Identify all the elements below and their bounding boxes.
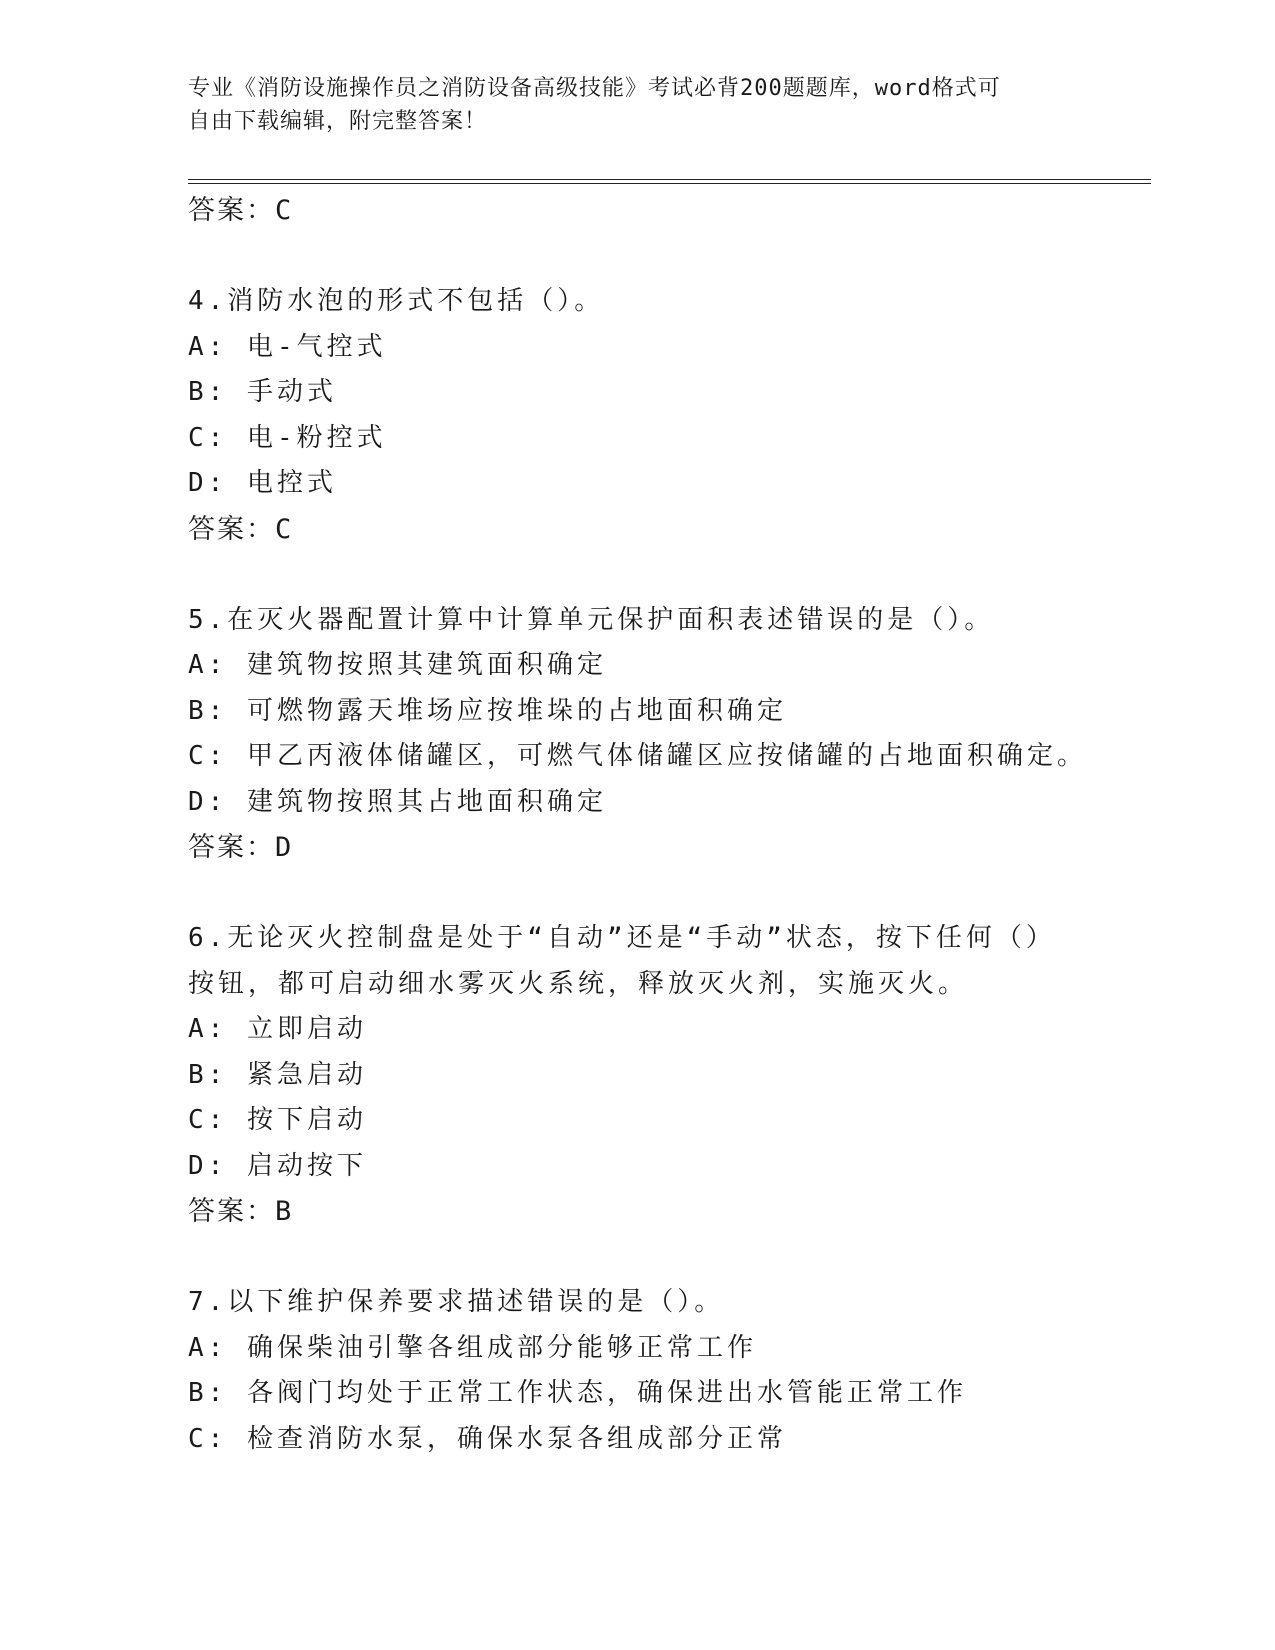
- option-b: B: 各阀门均处于正常工作状态，确保进出水管能正常工作: [188, 1378, 967, 1408]
- question-block: [188, 598, 1148, 871]
- option-a: A: 立即启动: [188, 1014, 367, 1044]
- document-header: [188, 72, 1088, 138]
- answer-line: 答案：D: [188, 832, 294, 863]
- option-b: B: 手动式: [188, 377, 337, 407]
- question-stem-line-2: 按钮，都可启动细水雾灭火系统，释放灭火剂，实施灭火。: [188, 968, 969, 999]
- option-a: A: 确保柴油引擎各组成部分能够正常工作: [188, 1332, 757, 1363]
- option-b: B: 可燃物露天堆场应按堆垛的占地面积确定: [188, 695, 787, 726]
- question-block: [188, 279, 1148, 552]
- question-list: [188, 188, 1148, 1462]
- option-d: D: 建筑物按照其占地面积确定: [188, 786, 607, 817]
- option-d: D: 启动按下: [188, 1150, 367, 1181]
- option-d: D: 电控式: [188, 468, 337, 498]
- option-a: A: 建筑物按照其建筑面积确定: [188, 650, 607, 680]
- answer-line: 答案：C: [188, 513, 294, 545]
- option-a: A: 电-气控式: [188, 331, 387, 362]
- answer-line: 答案：C: [188, 195, 294, 226]
- option-c: C: 检查消防水泵，确保水泵各组成部分正常: [188, 1423, 787, 1454]
- header-rule-bottom: [188, 183, 1151, 184]
- question-stem: 4.消防水泡的形式不包括（）。: [188, 286, 605, 316]
- answer-line: 答案：B: [188, 1196, 294, 1227]
- header-line-2: 自由下载编辑，附完整答案！: [188, 109, 488, 134]
- option-c: C: 甲乙丙液体储罐区，可燃气体储罐区应按储罐的占地面积确定。: [188, 741, 1087, 771]
- header-line-1: 专业《消防设施操作员之消防设备高级技能》考试必背200题题库，word格式可: [188, 76, 1001, 101]
- option-c: C: 按下启动: [188, 1105, 367, 1135]
- question-stem-line-1: 6.无论灭火控制盘是处于“自动”还是“手动”状态，按下任何（）: [188, 923, 1056, 953]
- question-block: [188, 916, 1148, 1235]
- question-stem: 7.以下维护保养要求描述错误的是（）。: [188, 1287, 725, 1317]
- question-stem: 5.在灭火器配置计算中计算单元保护面积表述错误的是（）。: [188, 604, 995, 635]
- header-rule-top: [188, 179, 1151, 180]
- option-b: B: 紧急启动: [188, 1059, 367, 1090]
- option-c: C: 电-粉控式: [188, 422, 387, 453]
- question-block: [188, 1280, 1148, 1462]
